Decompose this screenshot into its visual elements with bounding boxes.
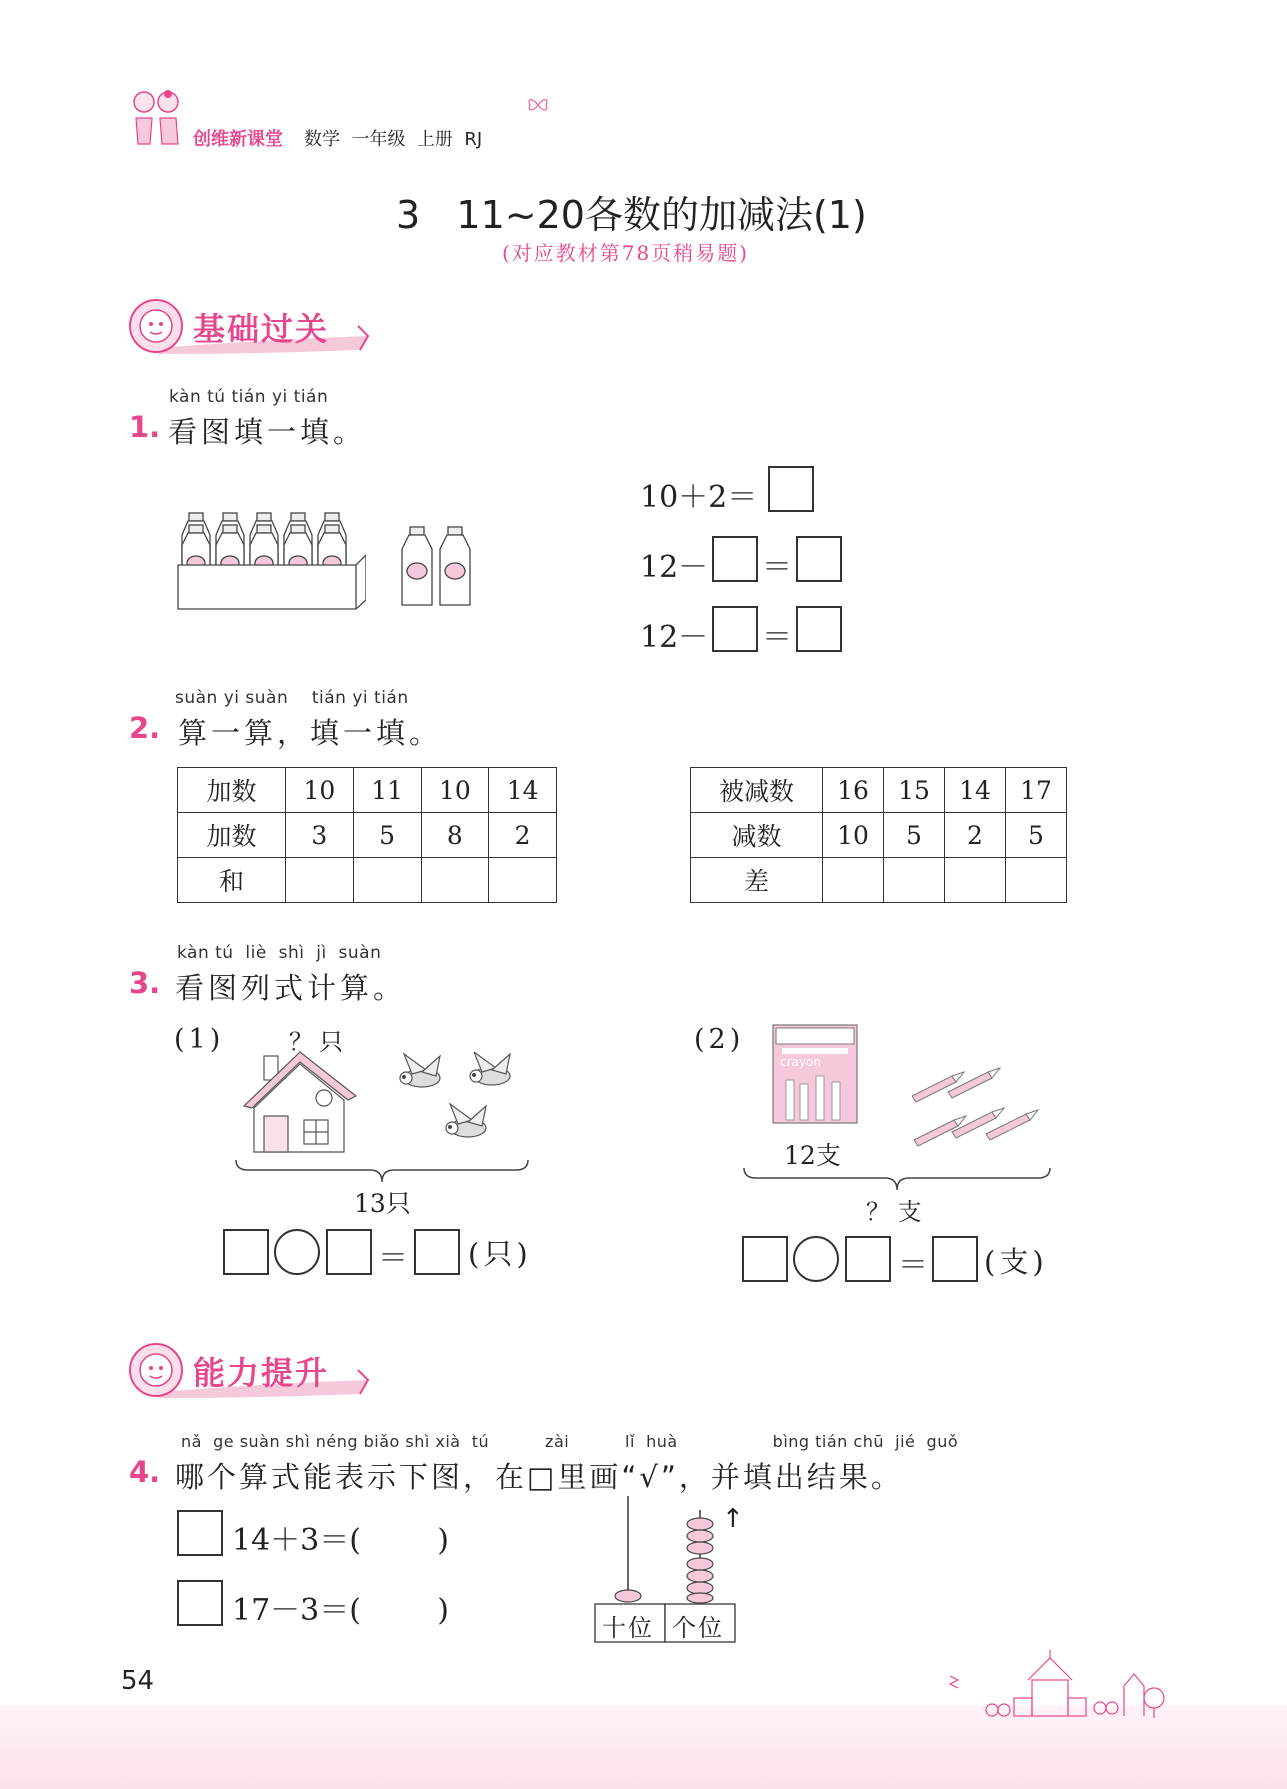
q2-number: 2. <box>129 711 161 745</box>
q3-part1-total: 13只 <box>354 1189 411 1218</box>
q1-eq3-equals: ＝ <box>762 620 792 655</box>
header-brand: 创维新课堂 <box>193 129 283 150</box>
q4-option2-checkbox[interactable] <box>177 1580 223 1626</box>
q1-eq2-left: 12－ <box>640 550 709 585</box>
table-cell: 10 <box>823 813 884 858</box>
table-cell: 16 <box>823 768 884 813</box>
q1-eq3-subtrahend-box[interactable] <box>712 606 758 652</box>
table-cell: 17 <box>1006 768 1067 813</box>
q3-part2-given: 12支 <box>784 1141 841 1170</box>
q1-eq1-left: 10＋2＝ <box>640 480 758 515</box>
abacus-tens-label: 十位 <box>602 1614 654 1642</box>
table-cell: 加数 <box>178 768 286 813</box>
q3-pinyin: kàn tú liè shì jì suàn <box>177 943 382 963</box>
q3-part2-unit: (支) <box>984 1245 1048 1279</box>
table-cell: 加数 <box>178 813 286 858</box>
table-row <box>691 768 1067 813</box>
table-cell: 8 <box>421 813 489 858</box>
lesson-title: 3 11~20各数的加减法(1) <box>396 193 867 237</box>
difference-answer-cell[interactable] <box>884 858 945 903</box>
q3-part2-answer-box[interactable] <box>932 1236 978 1282</box>
footer-castle-icon <box>940 1650 1170 1720</box>
q1-pinyin: kàn tú tián yi tián <box>169 387 329 407</box>
table-cell: 5 <box>1006 813 1067 858</box>
crayon-box-image <box>772 1024 858 1124</box>
q1-eq2-answer-box[interactable] <box>796 536 842 582</box>
table-cell: 14 <box>945 768 1006 813</box>
table-row <box>178 768 557 813</box>
q3-part1-operator-circle[interactable] <box>274 1229 320 1275</box>
table-cell: 被减数 <box>691 768 823 813</box>
house-image <box>240 1048 360 1156</box>
sum-answer-cell[interactable] <box>353 858 421 903</box>
section-title-advanced: 能力提升 <box>193 1354 330 1392</box>
q1-eq2-subtrahend-box[interactable] <box>712 536 758 582</box>
table-row <box>691 813 1067 858</box>
q3-part1-answer-box[interactable] <box>414 1229 460 1275</box>
butterfly-icon <box>527 96 549 114</box>
page-number: 54 <box>121 1666 155 1696</box>
q4-option1-expression: 14＋3＝( ) <box>232 1523 449 1558</box>
table-cell: 14 <box>489 768 557 813</box>
section-title-basic: 基础过关 <box>193 310 330 348</box>
abacus-up-arrow-icon: ↑ <box>722 1504 744 1534</box>
sum-answer-cell[interactable] <box>489 858 557 903</box>
q1-number: 1. <box>129 410 161 444</box>
q3-text: 看图列式计算。 <box>175 971 407 1005</box>
table-cell: 3 <box>286 813 354 858</box>
table-cell: 11 <box>353 768 421 813</box>
q4-option1-checkbox[interactable] <box>177 1510 223 1556</box>
table-cell: 和 <box>178 858 286 903</box>
milk-crate-image <box>176 505 366 610</box>
q1-eq1-answer-box[interactable] <box>768 466 814 512</box>
q3-part2-equals: ＝ <box>898 1248 928 1283</box>
table-cell: 2 <box>945 813 1006 858</box>
birds-image <box>396 1052 530 1152</box>
q2-subtraction-table <box>690 767 1067 903</box>
loose-bottles-image <box>401 525 476 607</box>
q3-part2-number2-box[interactable] <box>845 1236 891 1282</box>
q3-part2-brace-icon <box>742 1164 1052 1194</box>
q3-number: 3. <box>129 966 161 1000</box>
table-row <box>178 858 557 903</box>
table-cell: 5 <box>884 813 945 858</box>
q3-part1-label: (1) <box>174 1024 225 1055</box>
q1-eq2-equals: ＝ <box>762 550 792 585</box>
table-cell: 2 <box>489 813 557 858</box>
table-cell: 5 <box>353 813 421 858</box>
q4-option2-expression: 17－3＝( ) <box>232 1593 449 1628</box>
difference-answer-cell[interactable] <box>823 858 884 903</box>
crayon-box-text: crayon <box>780 1055 821 1069</box>
q3-part2-question: ？ 支 <box>866 1198 922 1226</box>
q1-text: 看图填一填。 <box>168 415 367 449</box>
table-cell: 减数 <box>691 813 823 858</box>
q2-addition-table <box>177 767 557 903</box>
table-cell: 15 <box>884 768 945 813</box>
q3-part2-number1-box[interactable] <box>742 1236 788 1282</box>
loose-crayons-image <box>912 1066 1042 1156</box>
q3-part1-question: ？只 <box>289 1028 349 1056</box>
q4-number: 4. <box>129 1455 161 1489</box>
sum-answer-cell[interactable] <box>421 858 489 903</box>
difference-answer-cell[interactable] <box>945 858 1006 903</box>
q3-part1-number1-box[interactable] <box>223 1229 269 1275</box>
q3-part2-operator-circle[interactable] <box>793 1236 839 1282</box>
sum-answer-cell[interactable] <box>286 858 354 903</box>
lesson-subtitle: (对应教材第78页稍易题) <box>502 241 750 265</box>
q2-text: 算一算，填一填。 <box>178 716 443 750</box>
q3-part2-label: (2) <box>694 1024 745 1055</box>
table-cell: 10 <box>421 768 489 813</box>
table-cell: 10 <box>286 768 354 813</box>
difference-answer-cell[interactable] <box>1006 858 1067 903</box>
q3-part1-unit: (只) <box>468 1237 532 1271</box>
q1-eq3-left: 12－ <box>640 620 709 655</box>
abacus-ones-label: 个位 <box>672 1614 724 1642</box>
table-cell: 差 <box>691 858 823 903</box>
q2-pinyin: suàn yi suàn tián yi tián <box>175 688 409 708</box>
header-subject: 数学 一年级 上册 RJ <box>304 129 483 150</box>
table-row <box>691 858 1067 903</box>
q3-part1-number2-box[interactable] <box>326 1229 372 1275</box>
q4-text: 哪个算式能表示下图，在□里画“√”，并填出结果。 <box>175 1460 903 1494</box>
header-mascot-icon <box>126 88 188 152</box>
q1-eq3-answer-box[interactable] <box>796 606 842 652</box>
q4-pinyin: nǎ ge suàn shì néng biǎo shì xià tú zài lǐ huà bìng tián chū jié guǒ <box>181 1432 959 1451</box>
table-row <box>178 813 557 858</box>
q3-part1-equals: ＝ <box>378 1241 408 1276</box>
q3-part1-brace-icon <box>234 1156 530 1186</box>
